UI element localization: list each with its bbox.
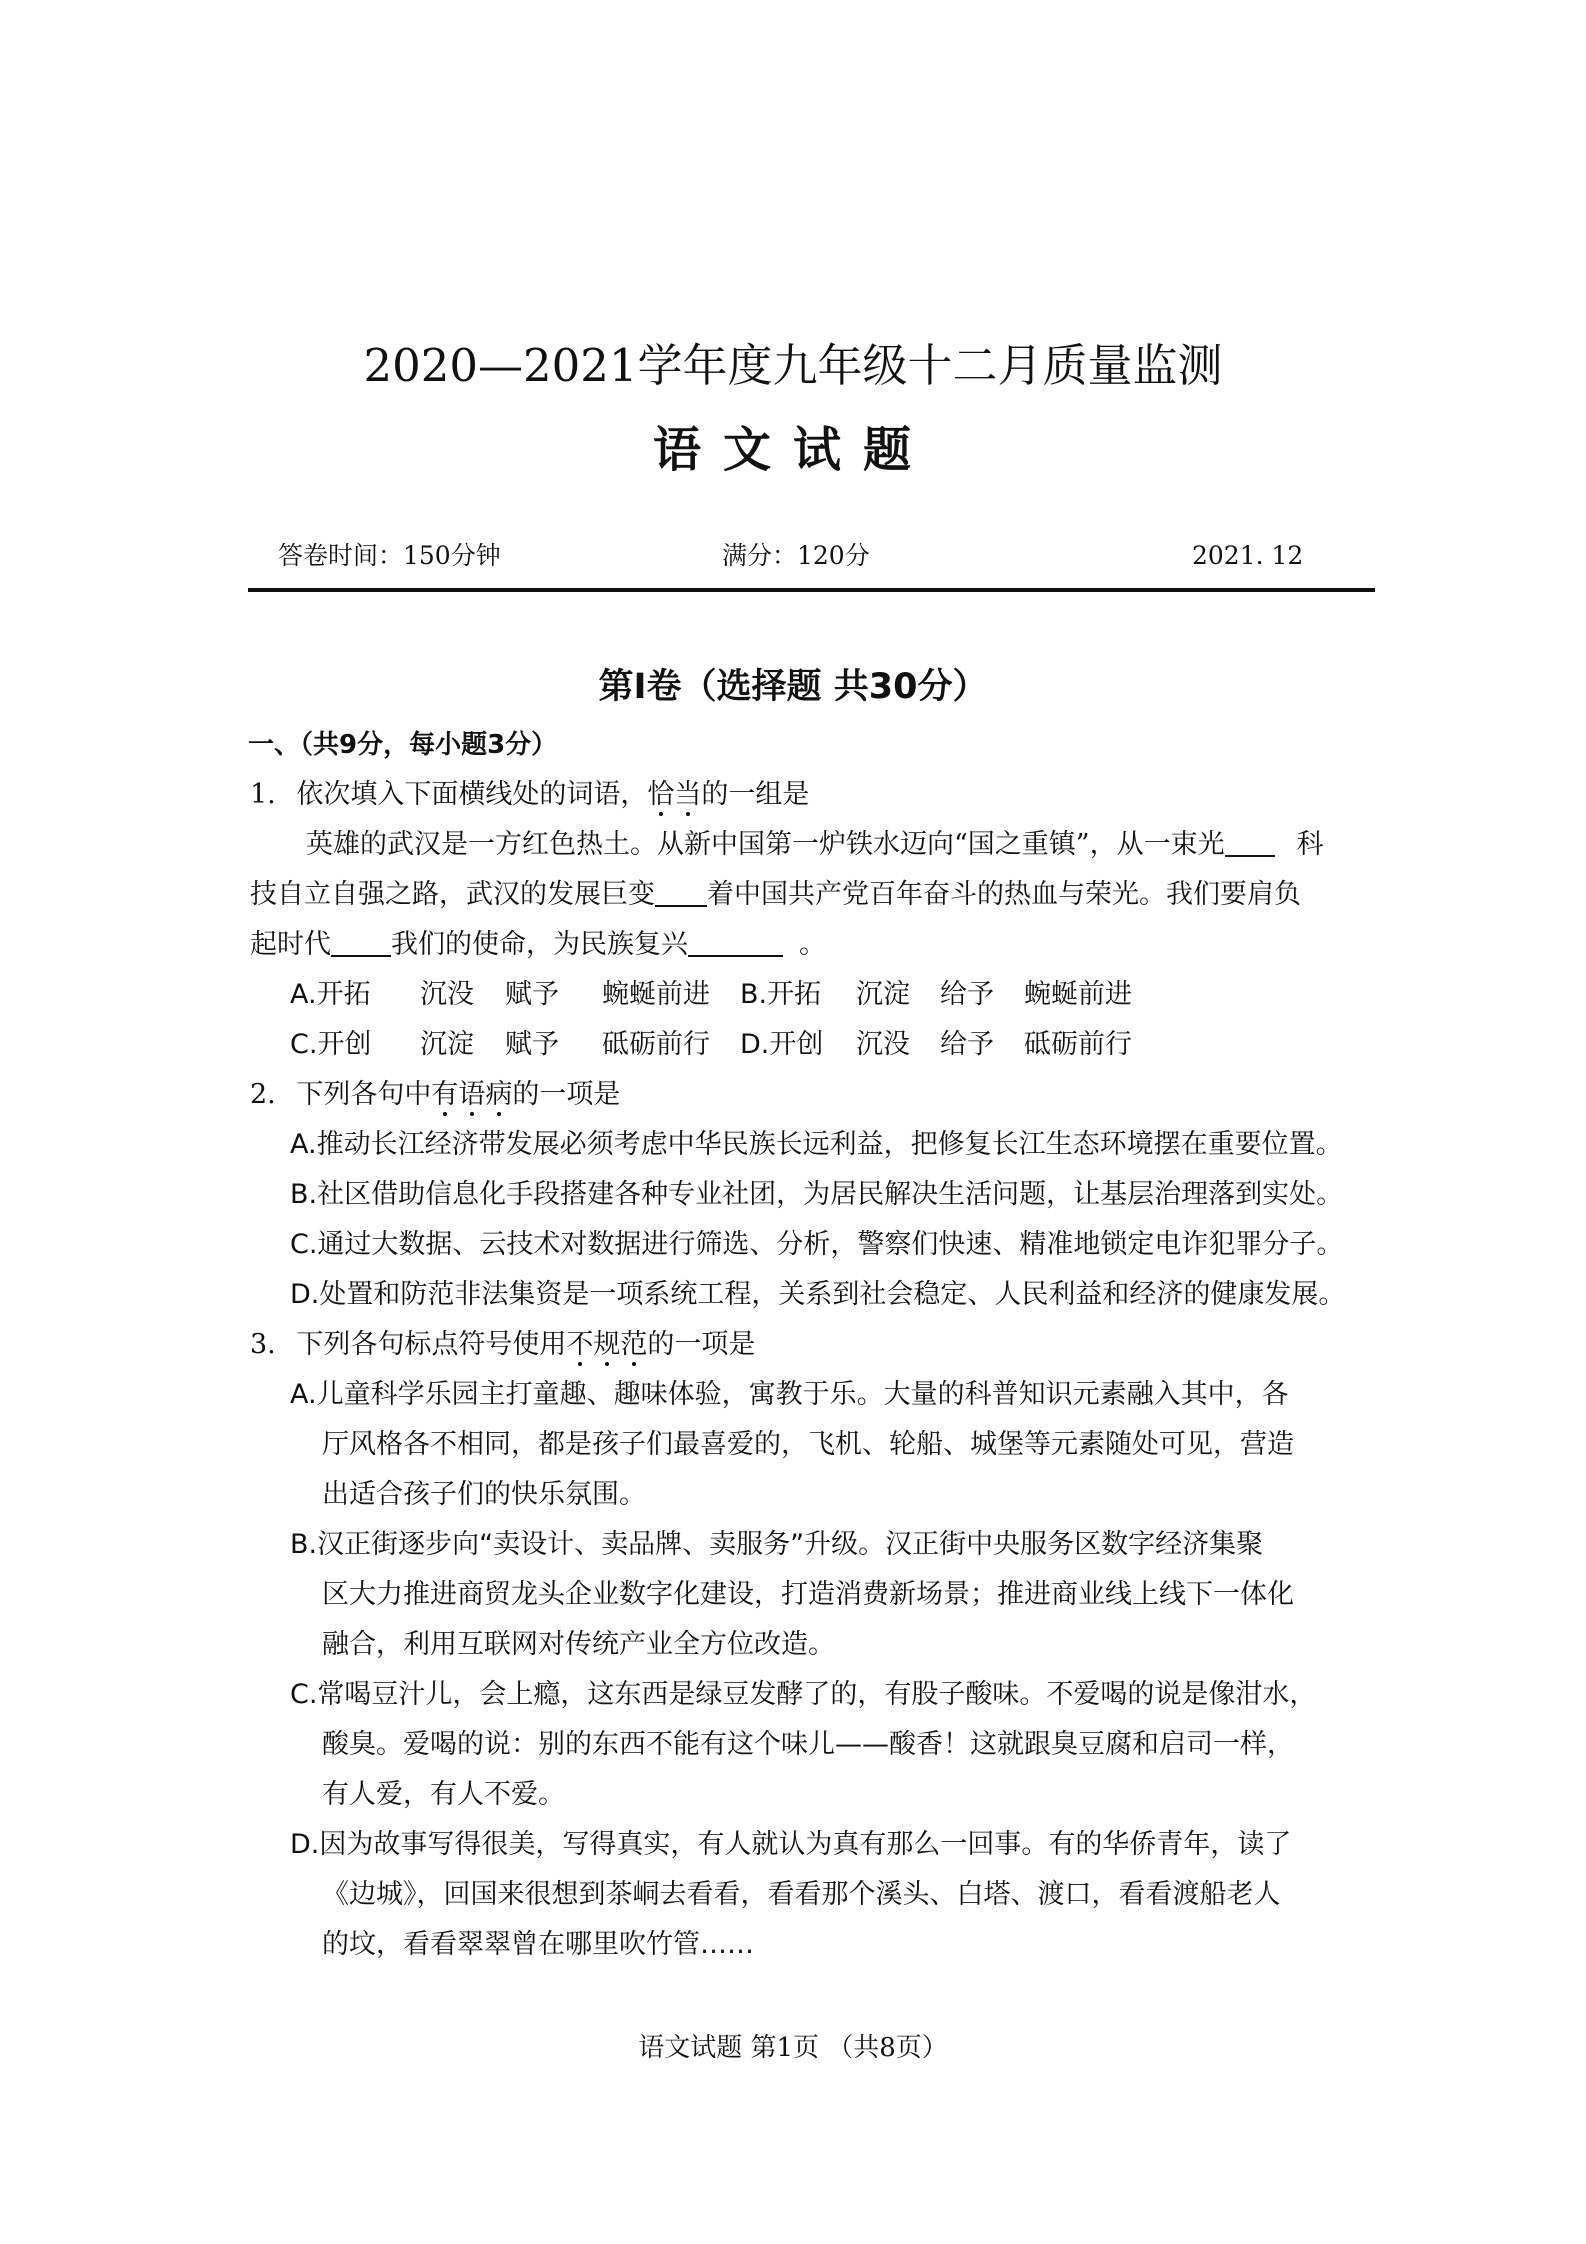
passage-text: 。	[799, 929, 826, 960]
option-cell: 蜿蜒前进	[1024, 979, 1132, 1010]
emphasis-char: 当	[674, 779, 702, 810]
question-3-option-c-line-2: 酸臭。爱喝的说：别的东西不能有这个味儿——酸香！这就跟臭豆腐和启司一样，	[322, 1729, 1294, 1760]
time-label: 答卷时间：150分钟	[278, 541, 501, 570]
passage-text: 起时代	[250, 929, 331, 960]
question-number: 2.	[250, 1079, 276, 1110]
question-number: 3.	[250, 1329, 276, 1360]
stem-text: 的一项是	[512, 1079, 621, 1110]
option-cell: 砥砺前行	[1024, 1029, 1132, 1060]
fill-blank-4	[688, 927, 783, 957]
question-1-options-row-2	[0, 1025, 1586, 1065]
question-2-option-a: A.推动长江经济带发展必须考虑中华民族长远利益，把修复长江生态环境摆在重要位置。	[290, 1129, 1343, 1160]
emphasis-char: 不	[566, 1329, 594, 1360]
emphasis-char: 有	[431, 1079, 459, 1110]
question-3-option-a-line-2: 厅风格各不相同，都是孩子们最喜爱的，飞机、轮船、城堡等元素随处可见，营造	[322, 1429, 1294, 1460]
question-3-option-d-line-2: 《边城》，回国来很想到茶峒去看看，看看那个溪头、白塔、渡口，看看渡船老人	[322, 1879, 1281, 1910]
option-cell: C.开创	[290, 1029, 372, 1060]
question-3-option-d-line-1: D.因为故事写得很美，写得真实，有人就认为真有那么一回事。有的华侨青年，读了	[290, 1829, 1292, 1860]
stem-text: 下列各句中	[296, 1079, 432, 1110]
question-3-option-b-line-3: 融合，利用互联网对传统产业全方位改造。	[322, 1629, 835, 1660]
passage-text: 我们的使命，为民族复兴	[391, 929, 688, 960]
page-footer: 语文试题 第1页 （共8页）	[638, 2033, 948, 2063]
passage-line-1	[306, 825, 1324, 865]
passage-text: 英雄的武汉是一方红色热土。从新中国第一炉铁水迈向“国之重镇”，从一束光	[306, 829, 1225, 860]
subject-title-text: 语文试题	[652, 422, 933, 478]
question-3-option-a-line-3: 出适合孩子们的快乐氛围。	[322, 1479, 646, 1510]
header-divider	[248, 588, 1375, 592]
emphasis-char: 病	[485, 1079, 513, 1110]
fill-blank-1	[1225, 827, 1275, 857]
date-label: 2021. 12	[1192, 541, 1304, 570]
question-2-option-c: C.通过大数据、云技术对数据进行筛选、分析，警察们快速、精准地锁定电诈犯罪分子。	[290, 1229, 1344, 1260]
question-3-stem	[250, 1325, 755, 1365]
question-1-stem	[250, 775, 809, 815]
emphasis-char: 恰	[647, 779, 675, 810]
question-2-option-d: D.处置和防范非法集资是一项系统工程，关系到社会稳定、人民利益和经济的健康发展。	[290, 1279, 1346, 1310]
emphasis-char: 规	[593, 1329, 621, 1360]
question-1-options-row-1	[0, 975, 1586, 1015]
stem-text: 依次填入下面横线处的词语，	[296, 779, 648, 810]
passage-text: 科	[1296, 829, 1324, 860]
question-3-option-b-line-2: 区大力推进商贸龙头企业数字化建设，打造消费新场景；推进商业线上线下一体化	[322, 1579, 1294, 1610]
option-cell: 沉淀	[856, 979, 910, 1010]
question-3-option-c-line-3: 有人爱，有人不爱。	[322, 1779, 565, 1810]
passage-line-3	[250, 925, 826, 965]
stem-text: 的一项是	[647, 1329, 756, 1360]
question-3-option-b-line-1: B.汉正街逐步向“卖设计、卖品牌、卖服务”升级。汉正街中央服务区数字经济集聚	[290, 1529, 1264, 1560]
passage-text: 技自立自强之路，武汉的发展巨变	[250, 879, 655, 910]
part-heading: 第Ⅰ卷（选择题 共30分）	[598, 667, 988, 707]
option-cell: 沉没	[856, 1029, 910, 1060]
emphasis-char: 语	[458, 1079, 486, 1110]
option-cell: 给予	[940, 979, 994, 1010]
option-cell: 沉没	[420, 979, 474, 1010]
option-cell: 蜿蜒前进	[602, 979, 710, 1010]
question-3-option-d-line-3: 的坟，看看翠翠曾在哪里吹竹管……	[322, 1929, 754, 1960]
option-cell: 给予	[940, 1029, 994, 1060]
option-cell: 赋予	[505, 979, 559, 1010]
option-cell: A.开拓	[290, 979, 371, 1010]
question-number: 1.	[250, 779, 276, 810]
option-cell: D.开创	[740, 1029, 824, 1060]
section-heading: 一、（共9分，每小题3分）	[248, 730, 558, 760]
exam-title: 2020—2021学年度九年级十二月质量监测	[363, 339, 1223, 392]
option-cell: 赋予	[505, 1029, 559, 1060]
question-3-option-a-line-1: A.儿童科学乐园主打童趣、趣味体验，寓教于乐。大量的科普知识元素融入其中，各	[290, 1379, 1289, 1410]
emphasis-char: 范	[620, 1329, 648, 1360]
question-2-option-b: B.社区借助信息化手段搭建各种专业社团，为居民解决生活问题，让基层治理落到实处。	[290, 1179, 1344, 1210]
question-3-option-c-line-1: C.常喝豆汁儿，会上瘾，这东西是绿豆发酵了的，有股子酸味。不爱喝的说是像泔水，	[290, 1679, 1317, 1710]
passage-text: 着中国共产党百年奋斗的热血与荣光。我们要肩负	[707, 879, 1301, 910]
subject-title	[0, 420, 1586, 480]
fill-blank-2	[655, 877, 707, 907]
stem-text: 的一组是	[701, 779, 810, 810]
question-2-stem	[250, 1075, 620, 1115]
stem-text: 下列各句标点符号使用	[296, 1329, 567, 1360]
option-cell: 沉淀	[420, 1029, 474, 1060]
passage-line-2	[250, 875, 1301, 915]
option-cell: B.开拓	[740, 979, 822, 1010]
option-cell: 砥砺前行	[602, 1029, 710, 1060]
score-label: 满分：120分	[722, 541, 870, 570]
fill-blank-3	[331, 927, 391, 957]
